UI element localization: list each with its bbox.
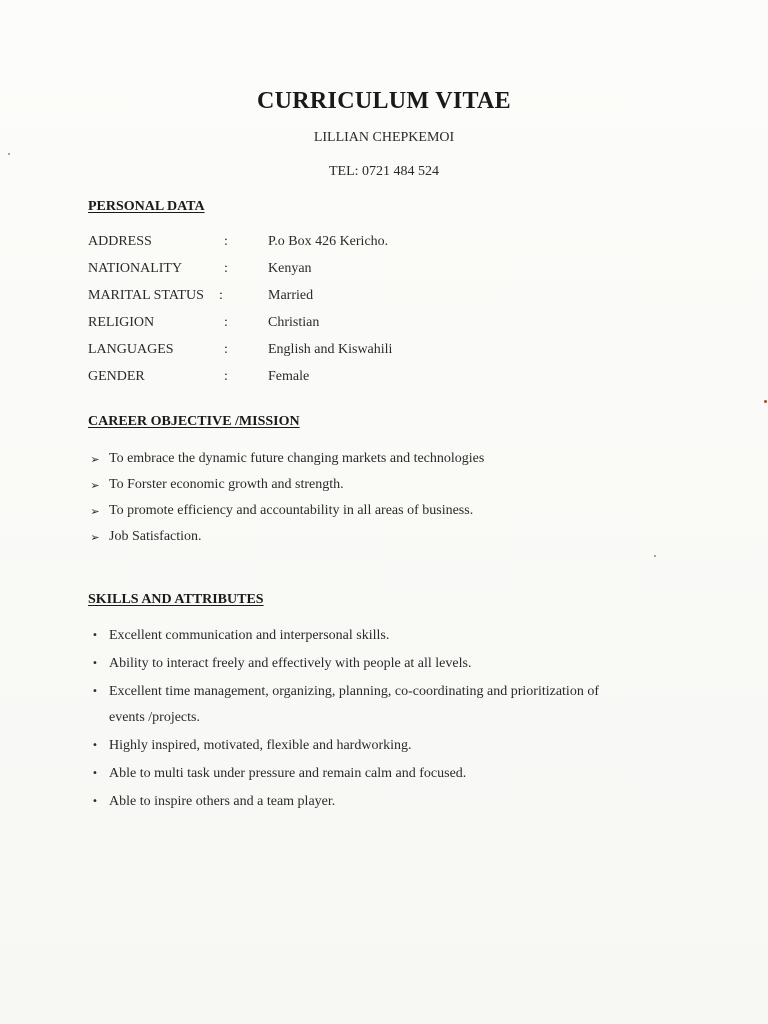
field-label: LANGUAGES [88,342,174,357]
skill-text: Able to multi task under pressure and remain calm and focused. [109,766,467,781]
skill-text: Ability to interact freely and effectively with people at all levels. [109,656,472,671]
field-label: GENDER [88,369,145,384]
bullet-icon: • [92,630,98,641]
field-value: Christian [268,315,320,330]
objective-text: To Forster economic growth and strength. [109,477,344,492]
field-value: English and Kiswahili [268,342,393,357]
telephone-line: TEL: 0721 484 524 [328,164,440,179]
bullet-icon: • [92,740,98,751]
field-value: P.o Box 426 Kericho. [268,234,389,249]
field-colon: : [219,288,223,303]
objective-text: To promote efficiency and accountability in all areas of business. [109,503,474,518]
candidate-name: LILLIAN CHEPKEMOI [313,130,455,145]
field-colon: : [224,261,228,276]
skill-text-continuation: events /projects. [109,710,200,725]
field-value: Female [268,369,310,384]
skill-text: Able to inspire others and a team player. [109,794,336,809]
bullet-icon: • [92,658,98,669]
field-colon: : [224,315,228,330]
bullet-icon: • [92,768,98,779]
skills-heading: SKILLS AND ATTRIBUTES [88,592,264,607]
career-objective-heading: CAREER OBJECTIVE /MISSION [88,414,300,429]
scan-speck [654,555,656,557]
objective-text: To embrace the dynamic future changing markets and technologies [109,451,485,466]
field-label: NATIONALITY [88,261,183,276]
skill-text: Excellent time management, organizing, planning, co-coordinating and prioritization of [109,684,599,699]
skill-text: Excellent communication and interpersonal skills. [109,628,390,643]
arrow-bullet-icon: ➢ [90,479,100,492]
scan-speck [764,400,767,403]
personal-data-heading: PERSONAL DATA [88,199,205,214]
bullet-icon: • [92,796,98,807]
field-colon: : [224,342,228,357]
arrow-bullet-icon: ➢ [90,453,100,466]
field-colon: : [224,369,228,384]
scan-speck [8,153,10,155]
field-value: Kenyan [268,261,312,276]
objective-text: Job Satisfaction. [109,529,202,544]
field-label: RELIGION [88,315,155,330]
bullet-icon: • [92,686,98,697]
field-value: Married [268,288,314,303]
arrow-bullet-icon: ➢ [90,531,100,544]
field-label: ADDRESS [88,234,152,249]
field-label: MARITAL STATUS [88,288,204,303]
arrow-bullet-icon: ➢ [90,505,100,518]
skill-text: Highly inspired, motivated, flexible and hardworking. [109,738,412,753]
field-colon: : [224,234,228,249]
document-title: CURRICULUM VITAE [257,88,511,114]
